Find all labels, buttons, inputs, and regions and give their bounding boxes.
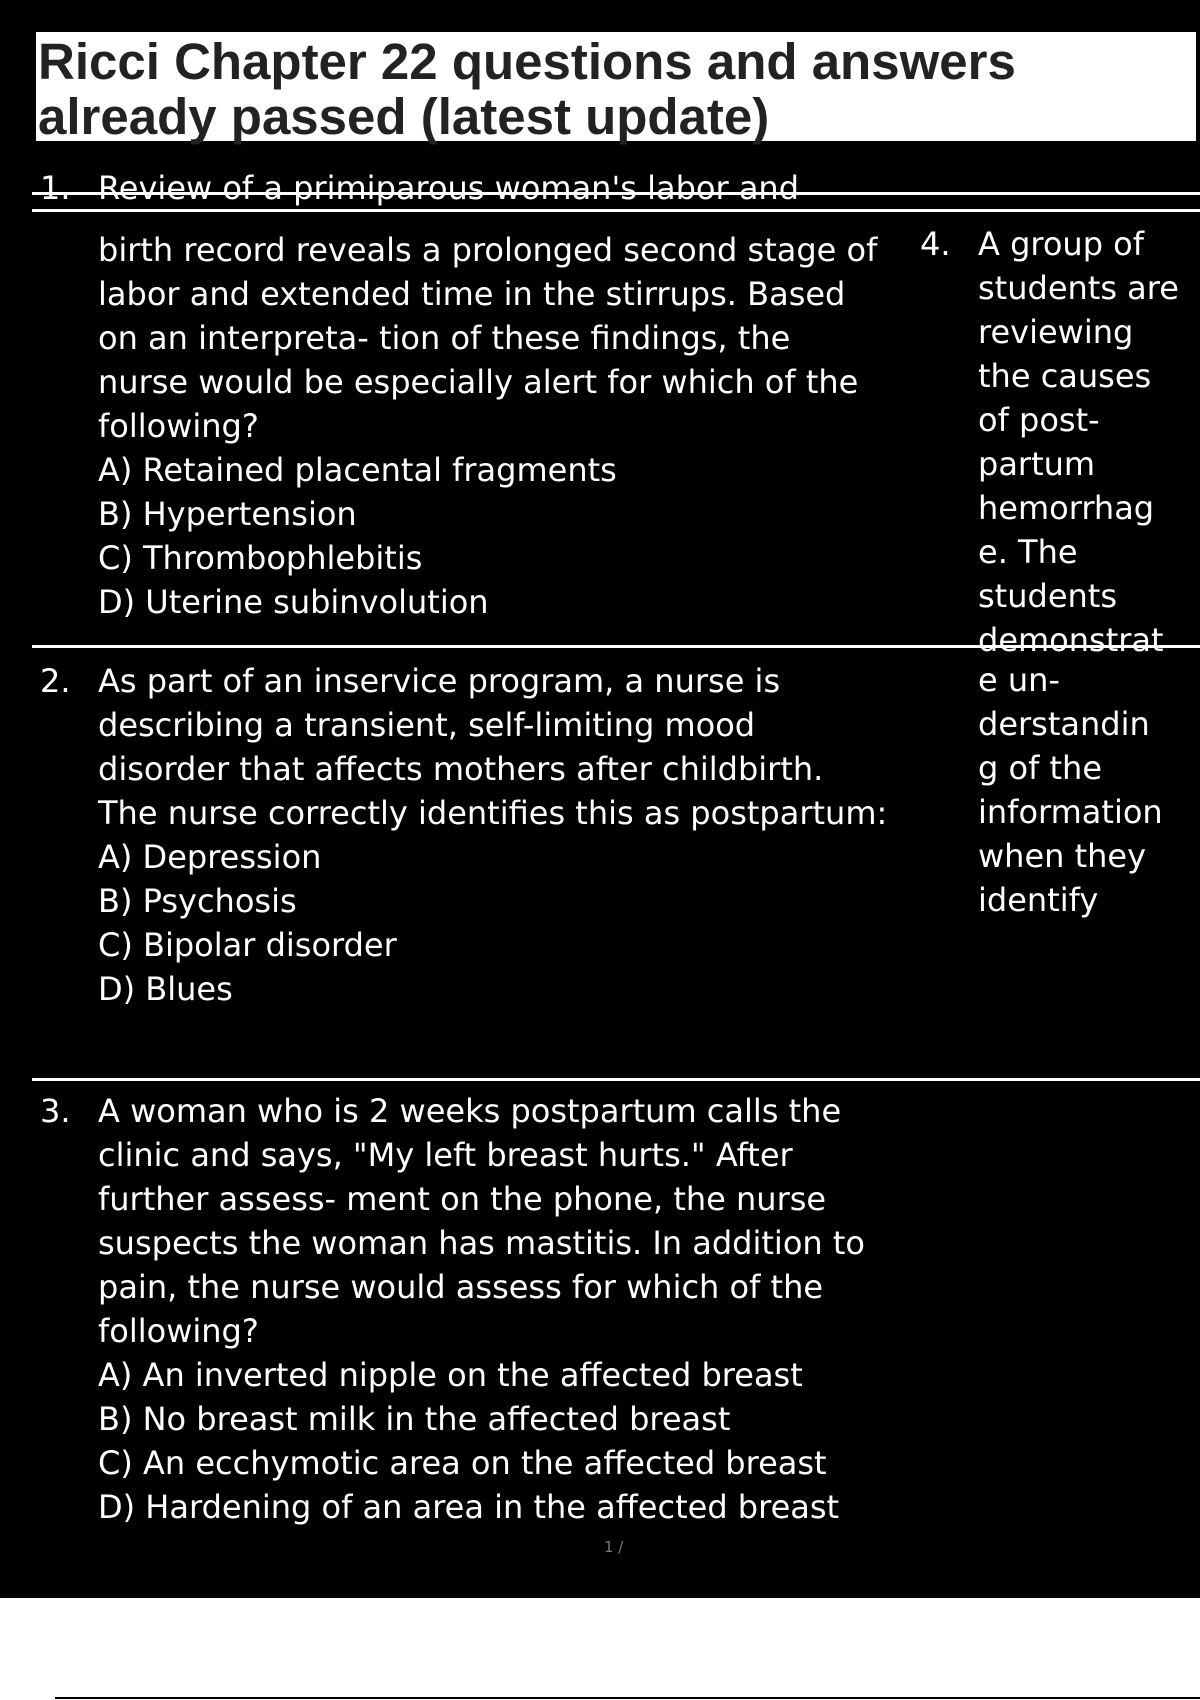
question-1-stem: birth record reveals a prolonged second stage of labor and extended time in the stirrups. Based on an interpreta- tion of these findings, the nurse would be especially alert for which of the following? (98, 231, 878, 445)
question-4 (920, 222, 1200, 659)
question-3-stem: A woman who is 2 weeks postpartum calls the clinic and says, "My left breast hurts." After further assess- ment on the phone, the nurse suspects the woman has mastitis. In addition to pain, the nurse would assess for which of the following? (98, 1092, 865, 1350)
question-4-line-3: reviewing (978, 313, 1134, 351)
question-2-options (98, 835, 890, 1011)
question-3-option-d: D) Hardening of an area in the affected breast (98, 1488, 840, 1526)
question-2-option-b: B) Psychosis (98, 882, 297, 920)
question-2-stem: As part of an inservice program, a nurse is describing a transient, self-limiting mood disorder that affects mothers after childbirth. The nurse correctly identifies this as postpartum: (98, 662, 888, 832)
question-4-continued (978, 658, 1200, 922)
question-2-number: 2. (40, 662, 71, 700)
question-4-line-8: e. The (978, 533, 1078, 571)
question-2-option-a: A) Depression (98, 838, 322, 876)
question-1-number-clipped: 1. (40, 169, 71, 207)
divider-2-3 (32, 1078, 1200, 1081)
question-1-option-a: A) Retained placental fragments (98, 451, 617, 489)
question-4-line-13: g of the (978, 749, 1103, 787)
question-1-option-c: C) Thrombophlebitis (98, 539, 423, 577)
question-3 (40, 1089, 890, 1529)
question-1 (40, 228, 890, 624)
question-4-line-10: demonstrat (978, 621, 1164, 659)
question-4-line-5: of post- (978, 401, 1100, 439)
question-1-stem-clipped: Review of a primiparous woman's labor and (98, 169, 800, 207)
question-2-option-c: C) Bipolar disorder (98, 926, 397, 964)
question-4-number: 4. (920, 225, 951, 263)
title-box (36, 32, 1196, 145)
page-number: 1 / (604, 1538, 624, 1556)
question-2 (40, 659, 890, 1011)
question-4-line-14: information (978, 793, 1163, 831)
question-1-option-d: D) Uterine subinvolution (98, 583, 489, 621)
question-4-line-2: students are (978, 269, 1179, 307)
question-2-option-d: D) Blues (98, 970, 233, 1008)
question-4-line-15: when they (978, 837, 1147, 875)
question-4-line-12: derstandin (978, 705, 1150, 743)
question-3-option-c: C) An ecchymotic area on the affected breast (98, 1444, 827, 1482)
question-3-options (98, 1353, 890, 1529)
question-3-option-a: A) An inverted nipple on the affected breast (98, 1356, 803, 1394)
question-4-line-1: A group of (978, 225, 1145, 263)
question-4-line-16: identify (978, 881, 1099, 919)
question-4-line-11: e un- (978, 661, 1060, 699)
question-3-number: 3. (40, 1092, 71, 1130)
question-4-line-9: students (978, 577, 1117, 615)
question-3-option-b: B) No breast milk in the affected breast (98, 1400, 731, 1438)
question-1-option-b: B) Hypertension (98, 495, 357, 533)
question-1-clipped-line (0, 169, 900, 207)
question-4-line-7: hemorrhag (978, 489, 1155, 527)
question-4-line-6: partum (978, 445, 1096, 483)
footer-rule (55, 1697, 1200, 1699)
question-1-options (98, 448, 890, 624)
document-title: Ricci Chapter 22 questions and answers already passed (latest update) (38, 33, 1016, 145)
question-4-line-4: the causes (978, 357, 1152, 395)
